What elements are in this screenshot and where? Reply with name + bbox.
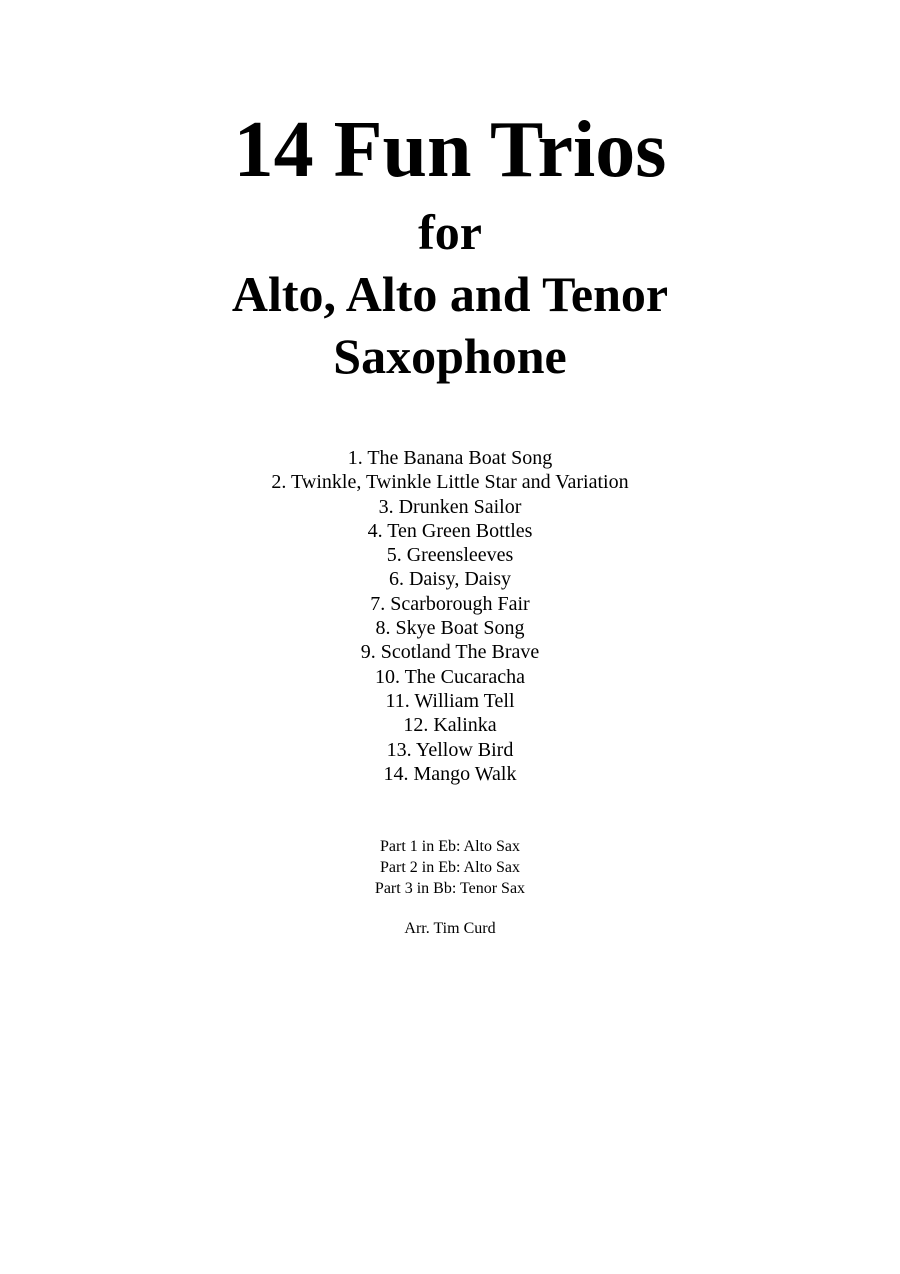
- title-instruments: Alto, Alto and Tenor: [231, 266, 669, 322]
- track-item: 8. Skye Boat Song: [375, 617, 525, 640]
- track-list: [0, 446, 900, 786]
- track-item: 4. Ten Green Bottles: [367, 519, 533, 542]
- track-item: 3. Drunken Sailor: [378, 495, 522, 518]
- track-item: 2. Twinkle, Twinkle Little Star and Variation: [271, 471, 629, 494]
- part-item: Part 1 in Eb: Alto Sax: [380, 838, 520, 855]
- track-item: 9. Scotland The Brave: [360, 641, 540, 664]
- track-item: 7. Scarborough Fair: [370, 592, 530, 615]
- track-item: 5. Greensleeves: [386, 544, 514, 567]
- page-title: 14 Fun Trios: [233, 106, 667, 194]
- title-for: for: [418, 204, 482, 260]
- part-item: Part 3 in Bb: Tenor Sax: [374, 880, 526, 897]
- track-item: 12. Kalinka: [403, 714, 497, 737]
- title-saxophone: Saxophone: [333, 328, 567, 384]
- track-item: 11. William Tell: [385, 689, 515, 712]
- track-item: 6. Daisy, Daisy: [388, 568, 512, 591]
- parts-list: [0, 836, 900, 899]
- track-item: 10. The Cucaracha: [374, 665, 526, 688]
- track-item: 1. The Banana Boat Song: [347, 447, 553, 469]
- arranger-credit: Arr. Tim Curd: [404, 920, 496, 937]
- track-item: 14. Mango Walk: [383, 762, 517, 785]
- track-item: 13. Yellow Bird: [386, 738, 514, 761]
- part-item: Part 2 in Eb: Alto Sax: [380, 859, 520, 876]
